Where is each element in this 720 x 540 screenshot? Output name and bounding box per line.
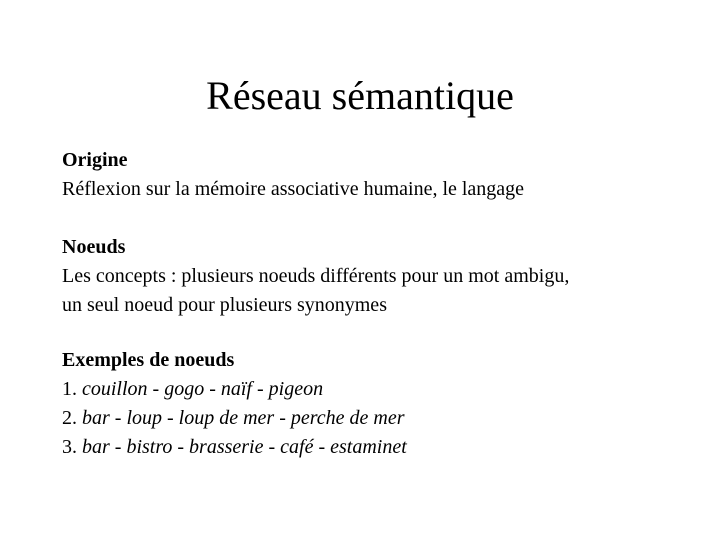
- origine-text: Réflexion sur la mémoire associative humaine, le langage: [62, 178, 525, 200]
- example-item-1: [62, 375, 702, 404]
- noeuds-text-line-2: un seul noeud pour plusieurs synonymes: [62, 294, 387, 316]
- spacer: [62, 320, 702, 346]
- example-number: 3.: [62, 436, 77, 458]
- slide-body: [62, 146, 702, 462]
- slide-title: Réseau sémantique: [206, 73, 514, 118]
- example-number: 1.: [62, 378, 77, 400]
- example-text: bar - loup - loup de mer - perche de mer: [82, 407, 405, 429]
- spacer: [62, 204, 702, 233]
- example-text: couillon - gogo - naïf - pigeon: [82, 378, 324, 400]
- section-heading-noeuds: Noeuds: [62, 236, 126, 258]
- noeuds-text-line-1: Les concepts : plusieurs noeuds différents pour un mot ambigu,: [62, 265, 570, 287]
- section-heading-exemples: Exemples de noeuds: [62, 349, 235, 371]
- example-number: 2.: [62, 407, 77, 429]
- example-item-2: [62, 404, 702, 433]
- section-heading-origine: Origine: [62, 149, 128, 171]
- example-item-3: [62, 433, 702, 462]
- example-text: bar - bistro - brasserie - café - estaminet: [82, 436, 407, 458]
